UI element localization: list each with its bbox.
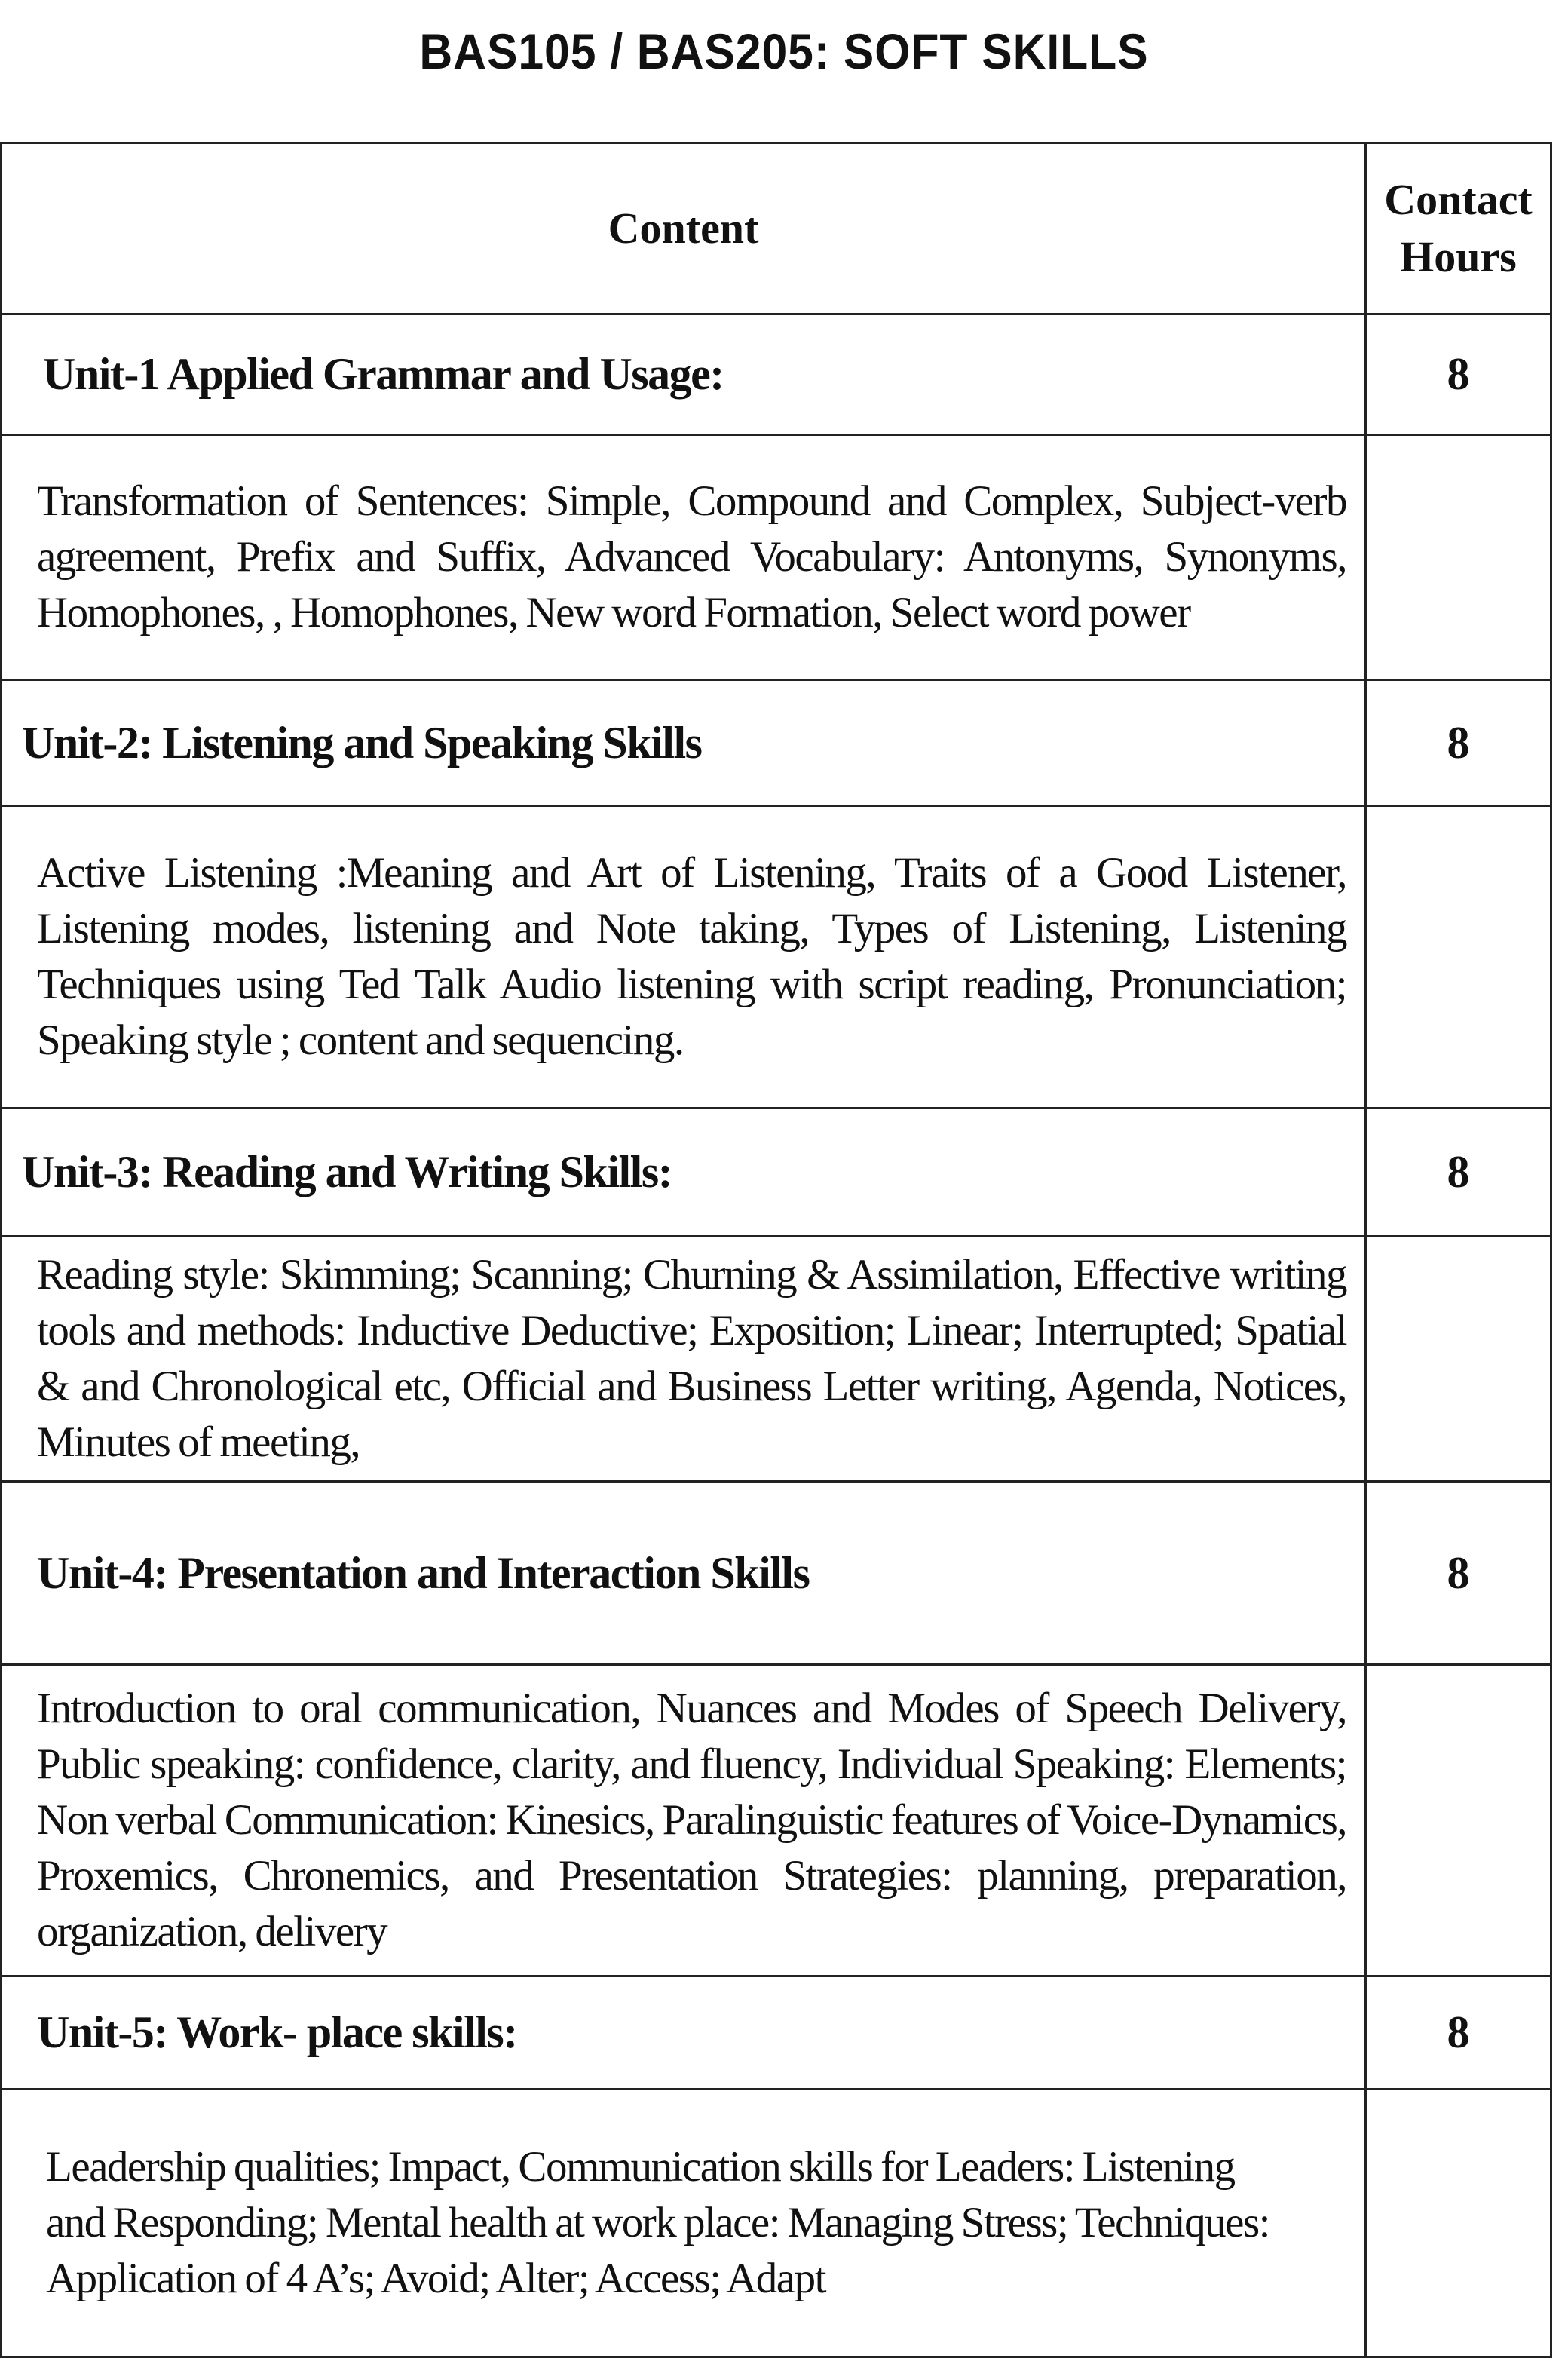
page-title: BAS105 / BAS205: SOFT SKILLS: [419, 23, 1149, 79]
content-column-header: Content: [2, 143, 1366, 314]
unit-3-hours-blank: [1366, 1237, 1551, 1482]
syllabus-table: [0, 142, 1552, 2358]
unit-3-title: Unit-3: Reading and Writing Skills:: [2, 1108, 1366, 1237]
unit-description-row: [2, 1237, 1551, 1482]
unit-2-hours: 8: [1366, 680, 1551, 806]
unit-5-title: Unit-5: Work- place skills:: [2, 1976, 1366, 2090]
unit-1-hours: 8: [1366, 314, 1551, 435]
contact-hours-column-header: Contact Hours: [1366, 143, 1551, 314]
unit-title-row: [2, 1482, 1551, 1665]
unit-title-row: [2, 680, 1551, 806]
unit-3-description: Reading style: Skimming; Scanning; Churning & Assimilation, Effective writing tools and methods: Inductive Deductive; Exposition; Linear; Interrupted; Spatial & and Chronological etc, Official and Business Letter writing, Agenda, Notices, Minutes of meeting,: [2, 1237, 1366, 1482]
unit-1-title: Unit-1 Applied Grammar and Usage:: [2, 314, 1366, 435]
unit-3-hours: 8: [1366, 1108, 1551, 1237]
unit-4-description: Introduction to oral communication, Nuances and Modes of Speech Delivery, Public speaking: confidence, clarity, and fluency, Individual Speaking: Elements; Non verbal Communication: Kinesics, Paralinguistic features of Voice-Dynamics, Proxemics, Chronemics, and Presentation Strategies: planning, preparation, organization, delivery: [2, 1665, 1366, 1976]
unit-4-hours: 8: [1366, 1482, 1551, 1665]
unit-description-row: [2, 1665, 1551, 1976]
unit-4-title: Unit-4: Presentation and Interaction Skills: [2, 1482, 1366, 1665]
unit-5-hours: 8: [1366, 1976, 1551, 2090]
unit-4-hours-blank: [1366, 1665, 1551, 1976]
unit-title-row: [2, 1108, 1551, 1237]
unit-5-description: Leadership qualities; Impact, Communication skills for Leaders: Listening and Responding; Mental health at work place: Managing Stress; Techniques: Application of 4 A’s; Avoid; Alter; Access; Adapt: [2, 2090, 1366, 2357]
unit-description-row: [2, 435, 1551, 680]
unit-2-title: Unit-2: Listening and Speaking Skills: [2, 680, 1366, 806]
unit-5-hours-blank: [1366, 2090, 1551, 2357]
unit-description-row: [2, 2090, 1551, 2357]
unit-1-hours-blank: [1366, 435, 1551, 680]
unit-2-hours-blank: [1366, 806, 1551, 1108]
unit-title-row: [2, 314, 1551, 435]
unit-2-description: Active Listening :Meaning and Art of Listening, Traits of a Good Listener, Listening modes, listening and Note taking, Types of Listening, Listening Techniques using Ted Talk Audio listening with script reading, Pronunciation; Speaking style ; content and sequencing.: [2, 806, 1366, 1108]
unit-title-row: [2, 1976, 1551, 2090]
table-header-row: [2, 143, 1551, 314]
unit-description-row: [2, 806, 1551, 1108]
unit-1-description: Transformation of Sentences: Simple, Compound and Complex, Subject-verb agreement, Prefix and Suffix, Advanced Vocabulary: Antonyms, Synonyms, Homophones, , Homophones, New word Formation, Select word power: [2, 435, 1366, 680]
